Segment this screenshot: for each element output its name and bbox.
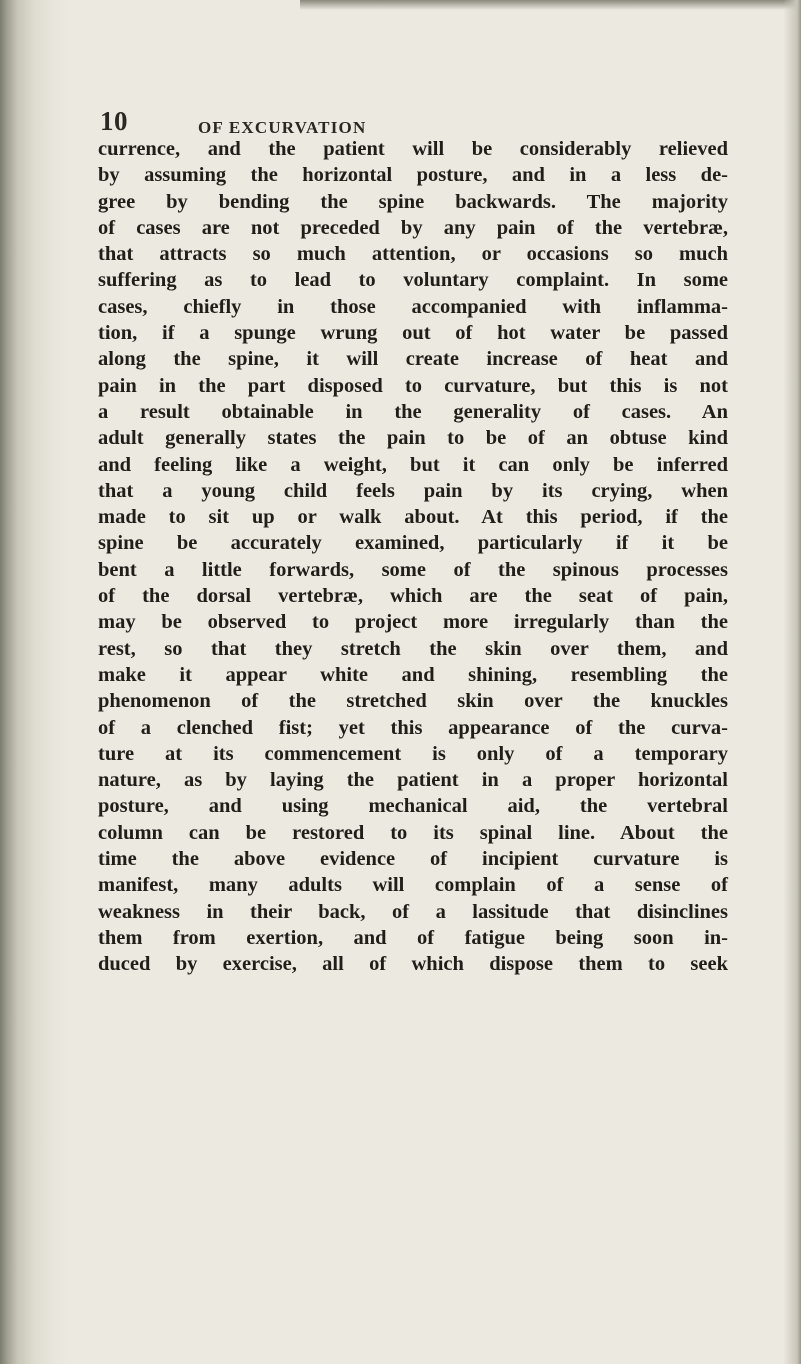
text-line: gree by bending the spine backwards. The majority xyxy=(98,190,728,213)
text-line: make it appear white and shining, resembling the xyxy=(98,663,728,686)
text-line: that attracts so much attention, or occasions so much xyxy=(98,243,728,266)
text-line: bent a little forwards, some of the spinous processes xyxy=(98,558,728,581)
text-line: weakness in their back, of a lassitude that disinclines xyxy=(98,900,728,923)
text-line: rest, so that they stretch the skin over them, and xyxy=(98,637,728,660)
text-line: time the above evidence of incipient curvature is xyxy=(98,848,728,871)
text-line: made to sit up or walk about. At this period, if the xyxy=(98,506,728,529)
text-line: posture, and using mechanical aid, the vertebral xyxy=(98,795,728,818)
text-line: along the spine, it will create increase of heat and xyxy=(98,348,728,371)
text-line: cases, chiefly in those accompanied with inflamma- xyxy=(98,295,728,318)
body-text xyxy=(98,136,728,978)
text-line: by assuming the horizontal posture, and in a less de- xyxy=(98,164,728,187)
text-line: of a clenched fist; yet this appearance of the curva- xyxy=(98,716,728,739)
text-line: spine be accurately examined, particularly if it be xyxy=(98,532,728,555)
text-line: adult generally states the pain to be of an obtuse kind xyxy=(98,427,728,450)
text-line: phenomenon of the stretched skin over the knuckles xyxy=(98,690,728,713)
text-line: of the dorsal vertebræ, which are the seat of pain, xyxy=(98,585,728,608)
right-page-edge xyxy=(783,0,801,1364)
text-line: column can be restored to its spinal line. About the xyxy=(98,821,728,844)
running-head: OF EXCURVATION xyxy=(198,118,367,137)
text-line: of cases are not preceded by any pain of the vertebræ, xyxy=(98,216,728,239)
text-line: may be observed to project more irregularly than the xyxy=(98,611,728,634)
top-page-edge xyxy=(300,0,801,10)
text-line: duced by exercise, all of which dispose them to seek xyxy=(98,953,728,976)
text-line: manifest, many adults will complain of a sense of xyxy=(98,874,728,897)
text-line: pain in the part disposed to curvature, but this is not xyxy=(98,374,728,397)
text-line: suffering as to lead to voluntary complaint. In some xyxy=(98,269,728,292)
text-line: a result obtainable in the generality of cases. An xyxy=(98,400,728,423)
text-line: that a young child feels pain by its crying, when xyxy=(98,479,728,502)
text-line: tion, if a spunge wrung out of hot water be passed xyxy=(98,322,728,345)
text-line: and feeling like a weight, but it can only be inferred xyxy=(98,453,728,476)
text-line: ture at its commencement is only of a temporary xyxy=(98,742,728,765)
text-line: them from exertion, and of fatigue being soon in- xyxy=(98,926,728,949)
text-line: nature, as by laying the patient in a proper horizontal xyxy=(98,769,728,792)
page-number: 10 xyxy=(100,106,128,136)
binding-gutter-shadow xyxy=(0,0,70,1364)
text-line: currence, and the patient will be considerably relieved xyxy=(98,138,728,160)
